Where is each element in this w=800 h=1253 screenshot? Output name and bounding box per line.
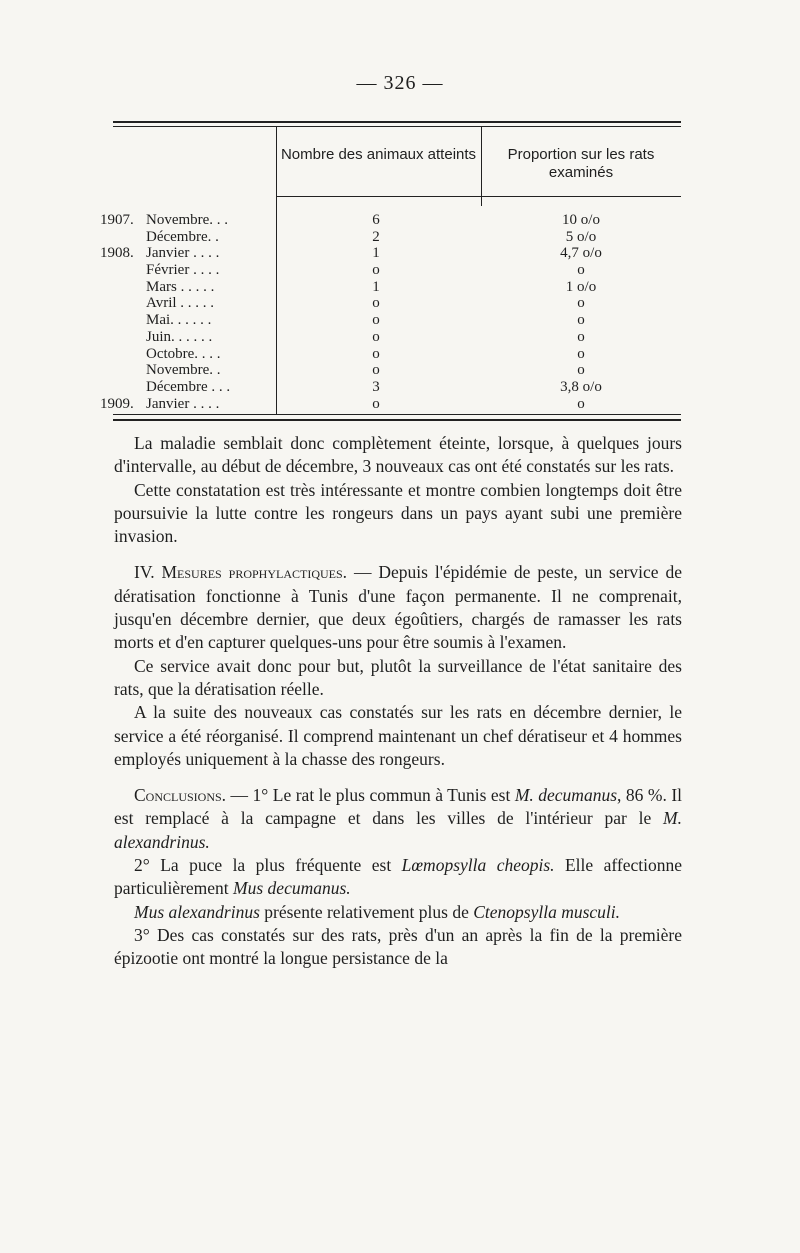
row-month: Décembre . . . <box>146 378 231 395</box>
page-number: — 326 — <box>356 72 444 94</box>
paragraph-prophylaxis <box>114 561 682 654</box>
row-count: o <box>372 328 380 345</box>
row-month: Juin. . . . . . <box>146 328 213 345</box>
row-year: 1909. <box>100 395 134 412</box>
row-count: o <box>372 262 380 279</box>
row-proportion: o <box>577 345 585 362</box>
species-cheopis: Lœmopsylla cheopis. <box>401 855 555 876</box>
table-row <box>100 245 700 262</box>
row-count: o <box>372 362 380 379</box>
row-month: Avril . . . . . <box>146 295 215 312</box>
prophylaxis-text: — Depuis l'épidémie de peste, un service de dératisation fonctionne à Tunis d'une façon permanente. Il ne comprenait, jusqu'en décembre dernier, que deux égoûtiers, chargés de ramasser les rats morts et d'en capturer quelques-uns pour être soumis à l'examen. <box>114 562 682 653</box>
table-top-rule <box>113 121 681 123</box>
row-count: 2 <box>372 228 380 245</box>
row-proportion: o <box>577 312 585 329</box>
paragraph-conclusion-2 <box>114 854 682 901</box>
row-month: Janvier . . . . <box>146 395 220 412</box>
conclusion-1-text: — 1° Le rat le plus commun à Tunis est <box>226 785 515 806</box>
table-row <box>100 279 700 296</box>
row-proportion: o <box>577 295 585 312</box>
table-row <box>100 295 700 312</box>
table-bottom-rule-thin <box>113 414 681 415</box>
row-proportion: 1 o/o <box>565 278 597 295</box>
row-year: 1908. <box>100 245 134 262</box>
paragraph-conclusion-2b <box>114 901 682 924</box>
row-count: 6 <box>372 212 380 228</box>
paragraph-reorganisation: A la suite des nouveaux cas constatés sur les rats en décembre dernier, le service a été réorganisé. Il comprend maintenant un chef dératiseur et 4 hommes employés uniquement à la chasse des rongeurs. <box>114 702 682 769</box>
row-proportion: 4,7 o/o <box>560 245 602 262</box>
section-heading-conclusions: Conclusions. <box>134 785 227 806</box>
row-month: Mars . . . . . <box>146 278 215 295</box>
column-header-proportion: Proportion sur les rats examinés <box>507 146 655 181</box>
header-underline-2 <box>481 196 681 197</box>
paragraph-service-purpose: Ce service avait donc pour but, plutôt la surveillance de l'état sanitaire des rats, que la dératisation réelle. <box>114 655 682 699</box>
row-proportion: o <box>577 362 585 379</box>
row-month: Mai. . . . . . <box>146 312 212 329</box>
conclusion-2b-text: présente relativement plus de <box>259 901 474 922</box>
conclusion-2-text-cont: Elle affectionne particulièrement <box>114 855 682 899</box>
row-proportion: o <box>577 328 585 345</box>
table-row <box>100 396 700 413</box>
table-row <box>100 362 700 379</box>
row-count: o <box>372 345 380 362</box>
species-alexandrinus: M. alexandrinus. <box>114 808 682 852</box>
table-row <box>100 262 700 279</box>
row-month: Février . . . . <box>146 262 220 279</box>
paragraph-epizootic-end: La maladie semblait donc complètement éteinte, lorsque, à quelques jours d'intervalle, au début de décembre, 3 nouveaux cas ont été constatés sur les rats. <box>114 433 682 477</box>
row-count: o <box>372 312 380 329</box>
species-mus-alexandrinus: Mus alexandrinus <box>134 901 260 922</box>
paragraph-conclusion-1 <box>114 784 682 854</box>
row-count: o <box>372 395 380 412</box>
row-month: Octobre. . . . <box>146 345 221 362</box>
table-body <box>100 212 700 412</box>
row-month: Novembre. . <box>146 362 221 379</box>
table-row <box>100 312 700 329</box>
row-proportion: o <box>577 395 585 412</box>
conclusion-1-text-cont: , 86 %. Il est remplacé à la campagne et dans les villes de l'intérieur par le <box>114 785 683 829</box>
table-row <box>100 329 700 346</box>
species-ctenopsylla: Ctenopsylla musculi. <box>473 901 621 922</box>
row-month: Décembre. . <box>146 228 219 245</box>
table-top-rule-thin <box>113 126 681 127</box>
row-year: 1907. <box>100 212 134 228</box>
row-count: 1 <box>372 278 380 295</box>
table-row <box>100 346 700 363</box>
section-heading-prophylaxis: IV. Mesures prophylactiques. <box>134 562 348 583</box>
paragraph-observation: Cette constatation est très intéressante et montre combien longtemps doit être poursuivie la lutte contre les rongeurs dans un pays ayant subi une première invasion. <box>114 479 682 547</box>
table-row <box>100 379 700 396</box>
body-text <box>114 432 682 971</box>
row-month: Janvier . . . . <box>146 245 220 262</box>
species-mus-decumanus: Mus decumanus. <box>233 878 351 899</box>
table-row <box>100 229 700 246</box>
row-proportion: 3,8 o/o <box>560 378 602 395</box>
row-count: 3 <box>372 378 380 395</box>
row-count: o <box>372 295 380 312</box>
row-proportion: o <box>577 262 585 279</box>
header-underline-1 <box>276 196 481 197</box>
row-count: 1 <box>372 245 380 262</box>
row-proportion: 10 o/o <box>562 212 600 228</box>
row-proportion: 5 o/o <box>565 228 597 245</box>
conclusion-2-text: 2° La puce la plus fréquente est <box>134 855 402 876</box>
column-header-count: Nombre des animaux atteints <box>280 146 477 163</box>
row-month: Novembre. . . <box>146 212 229 228</box>
paragraph-conclusion-3: 3° Des cas constatés sur des rats, près d'un an après la fin de la première épizootie ont montré la longue persistance de la <box>114 924 682 969</box>
table-bottom-rule <box>113 419 681 421</box>
table-row <box>100 212 700 229</box>
species-decumanus: M. decumanus <box>514 785 618 806</box>
